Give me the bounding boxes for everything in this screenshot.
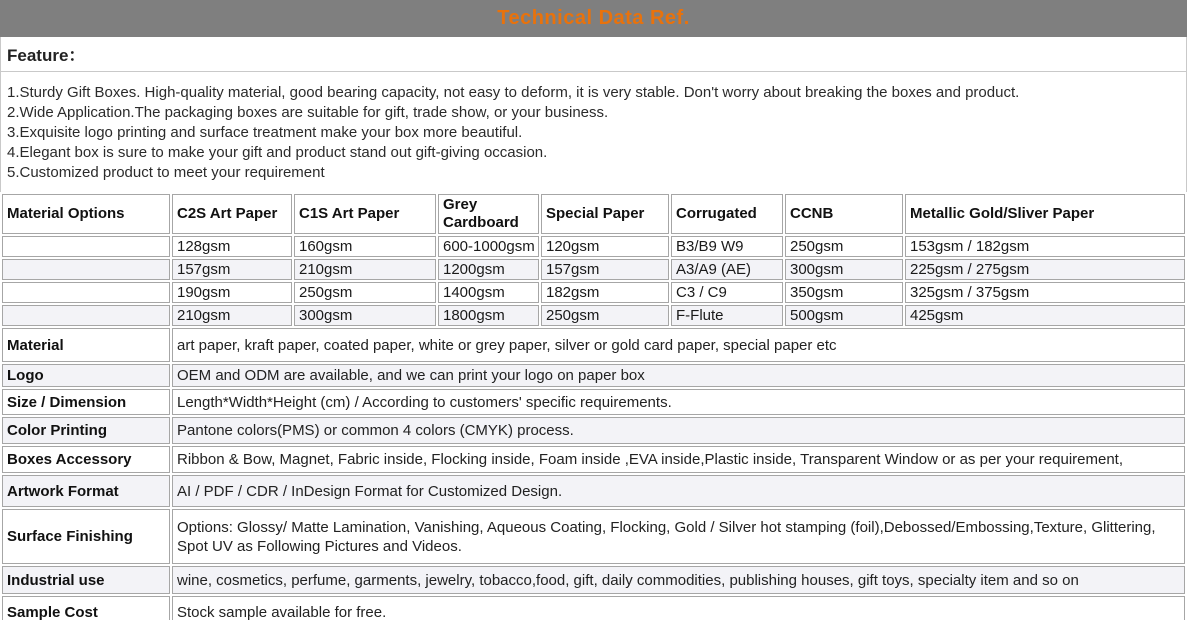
- material-cell: [2, 305, 170, 326]
- material-cell: 160gsm: [294, 236, 436, 257]
- spec-value: art paper, kraft paper, coated paper, white or grey paper, silver or gold card paper, special paper etc: [172, 328, 1185, 362]
- spec-label: Artwork Format: [2, 475, 170, 507]
- spec-value: Stock sample available for free.: [172, 596, 1185, 620]
- material-cell: 425gsm: [905, 305, 1185, 326]
- title-bar: [0, 0, 1187, 37]
- material-cell: 210gsm: [294, 259, 436, 280]
- table-row: [2, 305, 1185, 326]
- spec-row-sample-cost: [2, 596, 1185, 620]
- material-cell: 325gsm / 375gsm: [905, 282, 1185, 303]
- feature-section: [0, 37, 1187, 192]
- material-cell: 350gsm: [785, 282, 903, 303]
- spec-label: Boxes Accessory: [2, 446, 170, 473]
- column-header-special-paper: Special Paper: [541, 194, 669, 234]
- material-cell: 1800gsm: [438, 305, 539, 326]
- spec-row-boxes-accessory: [2, 446, 1185, 473]
- material-cell: [2, 236, 170, 257]
- material-cell: A3/A9 (AE): [671, 259, 783, 280]
- spec-value: AI / PDF / CDR / InDesign Format for Customized Design.: [172, 475, 1185, 507]
- material-cell: 182gsm: [541, 282, 669, 303]
- material-cell: 157gsm: [541, 259, 669, 280]
- column-header-metallic-paper: Metallic Gold/Sliver Paper: [905, 194, 1185, 234]
- material-cell: F-Flute: [671, 305, 783, 326]
- material-cell: 250gsm: [785, 236, 903, 257]
- column-header-ccnb: CCNB: [785, 194, 903, 234]
- material-cell: 157gsm: [172, 259, 292, 280]
- spec-label: Sample Cost: [2, 596, 170, 620]
- column-header-material-options: Material Options: [2, 194, 170, 234]
- material-cell: 250gsm: [294, 282, 436, 303]
- spec-label: Logo: [2, 364, 170, 387]
- table-row: [2, 259, 1185, 280]
- spec-value: OEM and ODM are available, and we can print your logo on paper box: [172, 364, 1185, 387]
- spec-row-surface-finishing: [2, 509, 1185, 564]
- spec-value: Length*Width*Height (cm) / According to customers' specific requirements.: [172, 389, 1185, 415]
- spec-row-industrial-use: [2, 566, 1185, 594]
- material-cell: 210gsm: [172, 305, 292, 326]
- spec-label: Industrial use: [2, 566, 170, 594]
- spec-row-logo: [2, 364, 1185, 387]
- materials-table: [0, 192, 1187, 620]
- spec-label: Color Printing: [2, 417, 170, 444]
- table-header-row: [2, 194, 1185, 234]
- spec-label: Material: [2, 328, 170, 362]
- material-cell: B3/B9 W9: [671, 236, 783, 257]
- spec-label: Surface Finishing: [2, 509, 170, 564]
- spec-value: wine, cosmetics, perfume, garments, jewelry, tobacco,food, gift, daily commodities, publishing houses, gift toys, specialty item and so on: [172, 566, 1185, 594]
- feature-item: 3.Exquisite logo printing and surface treatment make your box more beautiful.: [7, 124, 523, 141]
- feature-item: 1.Sturdy Gift Boxes. High-quality material, good bearing capacity, not easy to deform, it is very stable. Don't worry about breaking the boxes and product.: [7, 84, 1020, 101]
- column-header-corrugated: Corrugated: [671, 194, 783, 234]
- spec-value: Options: Glossy/ Matte Lamination, Vanishing, Aqueous Coating, Flocking, Gold / Silver hot stamping (foil),Debossed/Embossing,Texture, Glittering, Spot UV as Following Pictures and Videos.: [172, 509, 1185, 564]
- feature-heading: Feature：: [1, 37, 1186, 72]
- material-cell: 300gsm: [785, 259, 903, 280]
- material-cell: 120gsm: [541, 236, 669, 257]
- material-cell: 300gsm: [294, 305, 436, 326]
- material-cell: [2, 282, 170, 303]
- feature-item: 5.Customized product to meet your requirement: [7, 164, 325, 181]
- material-cell: 153gsm / 182gsm: [905, 236, 1185, 257]
- page-title: Technical Data Ref.: [497, 7, 690, 29]
- spec-row-material: [2, 328, 1185, 362]
- column-header-grey-cardboard: Grey Cardboard: [438, 194, 539, 234]
- material-cell: 225gsm / 275gsm: [905, 259, 1185, 280]
- material-cell: 1400gsm: [438, 282, 539, 303]
- feature-list: [1, 72, 1186, 192]
- material-cell: 128gsm: [172, 236, 292, 257]
- spec-row-color-printing: [2, 417, 1185, 444]
- spec-value: Ribbon & Bow, Magnet, Fabric inside, Flocking inside, Foam inside ,EVA inside,Plastic inside, Transparent Window or as per your requirement,: [172, 446, 1185, 473]
- feature-item: 4.Elegant box is sure to make your gift and product stand out gift-giving occasion.: [7, 144, 548, 161]
- table-row: [2, 236, 1185, 257]
- column-header-c1s-art-paper: C1S Art Paper: [294, 194, 436, 234]
- spec-value: Pantone colors(PMS) or common 4 colors (CMYK) process.: [172, 417, 1185, 444]
- material-cell: 600-1000gsm: [438, 236, 539, 257]
- material-cell: 190gsm: [172, 282, 292, 303]
- spec-label: Size / Dimension: [2, 389, 170, 415]
- feature-item: 2.Wide Application.The packaging boxes are suitable for gift, trade show, or your business.: [7, 104, 609, 121]
- spec-row-size-dimension: [2, 389, 1185, 415]
- material-cell: C3 / C9: [671, 282, 783, 303]
- column-header-c2s-art-paper: C2S Art Paper: [172, 194, 292, 234]
- material-cell: [2, 259, 170, 280]
- material-cell: 250gsm: [541, 305, 669, 326]
- material-cell: 1200gsm: [438, 259, 539, 280]
- table-row: [2, 282, 1185, 303]
- material-cell: 500gsm: [785, 305, 903, 326]
- spec-row-artwork-format: [2, 475, 1185, 507]
